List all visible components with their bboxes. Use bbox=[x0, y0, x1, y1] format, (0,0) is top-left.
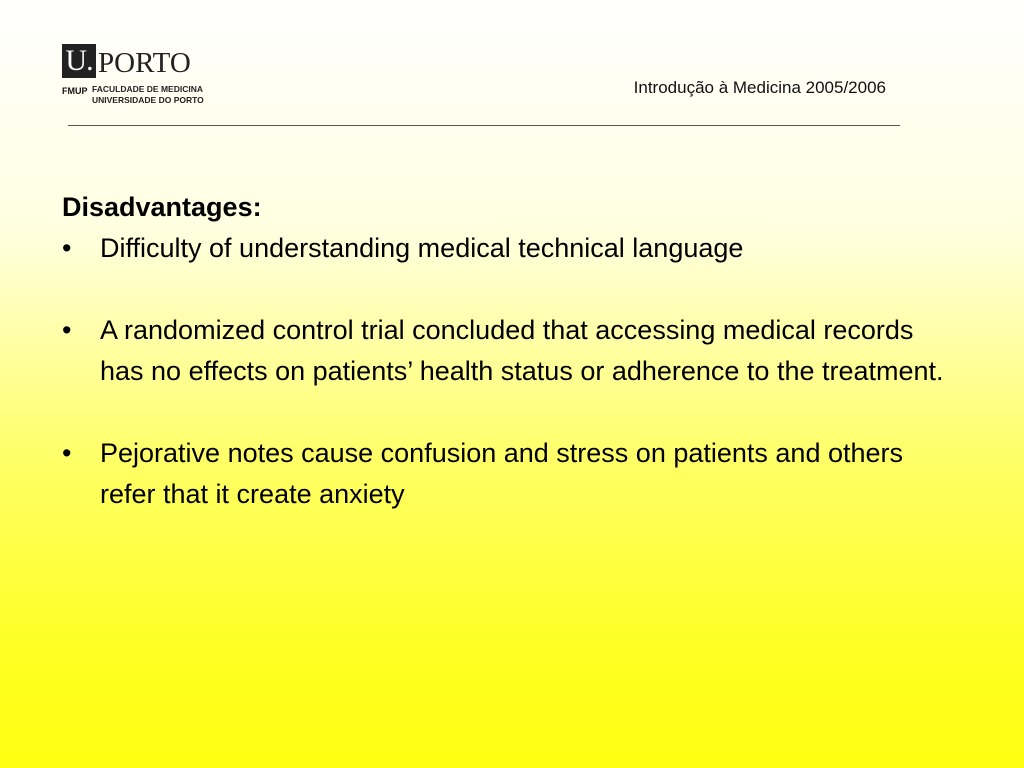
logo-university: UNIVERSIDADE DO PORTO bbox=[92, 95, 204, 105]
bullet-item bbox=[62, 228, 962, 269]
logo-wordmark bbox=[62, 42, 242, 78]
bullet-dot: • bbox=[62, 233, 72, 263]
slide-heading: Disadvantages: bbox=[62, 192, 262, 222]
course-title: Introdução à Medicina 2005/2006 bbox=[633, 78, 886, 97]
bullet-text: Difficulty of understanding medical technical language bbox=[100, 233, 744, 263]
logo-subtitle bbox=[62, 84, 242, 106]
bullet-item bbox=[62, 310, 962, 392]
header-divider bbox=[68, 125, 900, 126]
university-logo bbox=[62, 42, 242, 112]
logo-porto-text: PORTO bbox=[98, 47, 191, 79]
logo-faculty: FACULDADE DE MEDICINA bbox=[92, 84, 203, 94]
logo-u-mark: U. bbox=[62, 44, 96, 78]
bullet-list bbox=[62, 228, 962, 515]
bullet-text: A randomized control trial concluded that accessing medical records has no effects on patients’ health status or adherence to the treatment. bbox=[100, 315, 944, 386]
slide-content bbox=[62, 190, 962, 556]
bullet-item bbox=[62, 433, 962, 515]
logo-faculty-lines bbox=[92, 84, 204, 106]
bullet-text: Pejorative notes cause confusion and stress on patients and others refer that it create anxiety bbox=[100, 438, 903, 509]
bullet-dot: • bbox=[62, 438, 72, 468]
bullet-dot: • bbox=[62, 315, 72, 345]
logo-fmup: FMUP bbox=[62, 86, 88, 96]
